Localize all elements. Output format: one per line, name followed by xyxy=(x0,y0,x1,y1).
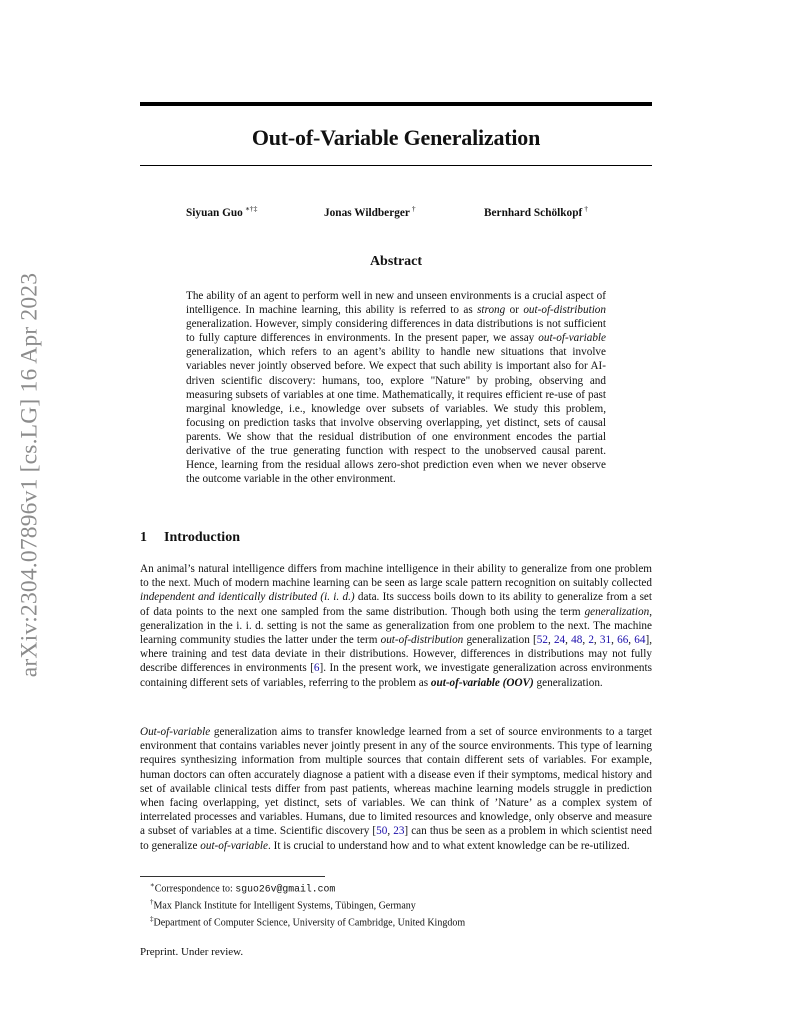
paper-title: Out-of-Variable Generalization xyxy=(251,125,541,150)
author-2 xyxy=(324,204,416,219)
title-top-rule xyxy=(140,102,652,106)
footnote-affiliation-cambridge: ‡Department of Computer Science, University of Cambridge, United Kingdom xyxy=(150,915,466,929)
abstract-heading: Abstract xyxy=(369,254,423,269)
citation-link[interactable]: 66 xyxy=(617,634,629,647)
citation-link[interactable]: 64 xyxy=(634,634,646,647)
citation-link[interactable]: 52 xyxy=(536,634,548,647)
section-number: 1 xyxy=(140,530,147,545)
title-bottom-rule xyxy=(140,165,652,166)
correspondence-email[interactable]: sguo26v@gmail.com xyxy=(235,883,336,895)
citation-link[interactable]: 31 xyxy=(599,634,612,647)
arxiv-identifier-stamp xyxy=(10,0,50,1024)
citation-link[interactable]: 23 xyxy=(393,825,405,838)
citation-link[interactable]: 48 xyxy=(571,634,583,647)
intro-paragraph-1: An animal’s natural intelligence differs from machine intelligence in their ability to generalize from one problem to the next. Much of modern machine learning can be seen as large scale pattern recognition on suitably collected independent and identically distributed (i. i. d.) data. Its success boils down to its ability to generalize from a set of data points to the next one sampled from the same distribution. Though both using the term generalization, generalization in the i. i. d. setting is not the same as generalization from one problem to the next. The machine learning community studies the latter under the term out-of-distribution generalization [52, 24, 48, 2, 31, 66, 64], where training and test data deviate in their distributions. However, differences in distributions may not fully describe differences in environments [6]. In the present work, we investigate generalization across environments containing different sets of variables, referring to the problem as out-of-variable (OOV) generalization. xyxy=(140,563,653,689)
footnote-affiliation-mpi: †Max Planck Institute for Intelligent Systems, Tübingen, Germany xyxy=(150,898,416,912)
author-1 xyxy=(186,204,257,219)
abstract-body: The ability of an agent to perform well in new and unseen environments is a crucial aspect of intelligence. In machine learning, this ability is referred to as strong or out-of-distribution generalization. However, simply considering differences in data distributions is not sufficient to fully capture differences in environments. In the present paper, we assay out-of-variable generalization, which refers to an agent’s ability to handle new situations that involve variables never jointly observed before. We expect that such ability is important also for AI-driven scientific discovery: humans, too, explore "Nature" by probing, observing and measuring subsets of variables at one time. Mathematically, it requires efficient re-use of past marginal knowledge, i.e., knowledge over subsets of variables. We study this problem, focusing on prediction tasks that involve observing overlapping, yet distinct, sets of causal parents. We show that the residual distribution of one environment encodes the partial derivative of the true generating function with respect to the unobserved causal parent. Hence, learning from the residual allows zero-shot prediction even when we never observe the outcome variable in the other environment. xyxy=(186,290,606,486)
citation-link[interactable]: 2 xyxy=(588,634,594,647)
section-title: Introduction xyxy=(164,530,240,545)
author-name: Bernhard Schölkopf xyxy=(484,206,583,219)
footnotes xyxy=(150,879,465,930)
citation-link[interactable]: 50 xyxy=(376,825,388,838)
author-name: Jonas Wildberger xyxy=(324,206,410,219)
intro-paragraph-2: Out-of-variable generalization aims to transfer knowledge learned from a set of source environments to a target environment that contains variables never jointly present in any of the source environments. This type of learning requires synthesizing information from multiple sources that contain different sets of variables. For example, human doctors can often accurately diagnose a patient with a disease even if their symptoms, medical history and set of available clinical tests differ from past patients, whereas machine learning models struggle in prediction when facing overlapping, yet distinct, sets of variables. We can think of ’Nature’ as a complex system of interrelated processes and variables. Humans, due to limited resources and knowledge, only observe and measure a subset of variables at a time. Scientific discovery [50, 23] can thus be seen as a problem in which scientist need to generalize out-of-variable. It is crucial to understand how and to what extent knowledge can be re-utilized. xyxy=(140,726,652,852)
author-affiliation-marks: ∗†‡ xyxy=(244,204,258,213)
author-name: Siyuan Guo xyxy=(186,206,243,219)
citation-link[interactable]: 24 xyxy=(553,634,566,647)
footnote-correspondence: ∗Correspondence to: sguo26v@gmail.com xyxy=(150,881,336,895)
section-heading-introduction xyxy=(140,530,240,546)
preprint-notice: Preprint. Under review. xyxy=(140,946,244,958)
footnote-rule xyxy=(140,876,325,877)
citation-link[interactable]: 6 xyxy=(313,662,320,675)
arxiv-stamp-text: arXiv:2304.07896v1 [cs.LG] 16 Apr 2023 xyxy=(16,272,43,678)
author-affiliation-marks: † xyxy=(584,204,588,213)
author-3 xyxy=(484,204,588,219)
author-affiliation-marks: † xyxy=(411,204,416,213)
